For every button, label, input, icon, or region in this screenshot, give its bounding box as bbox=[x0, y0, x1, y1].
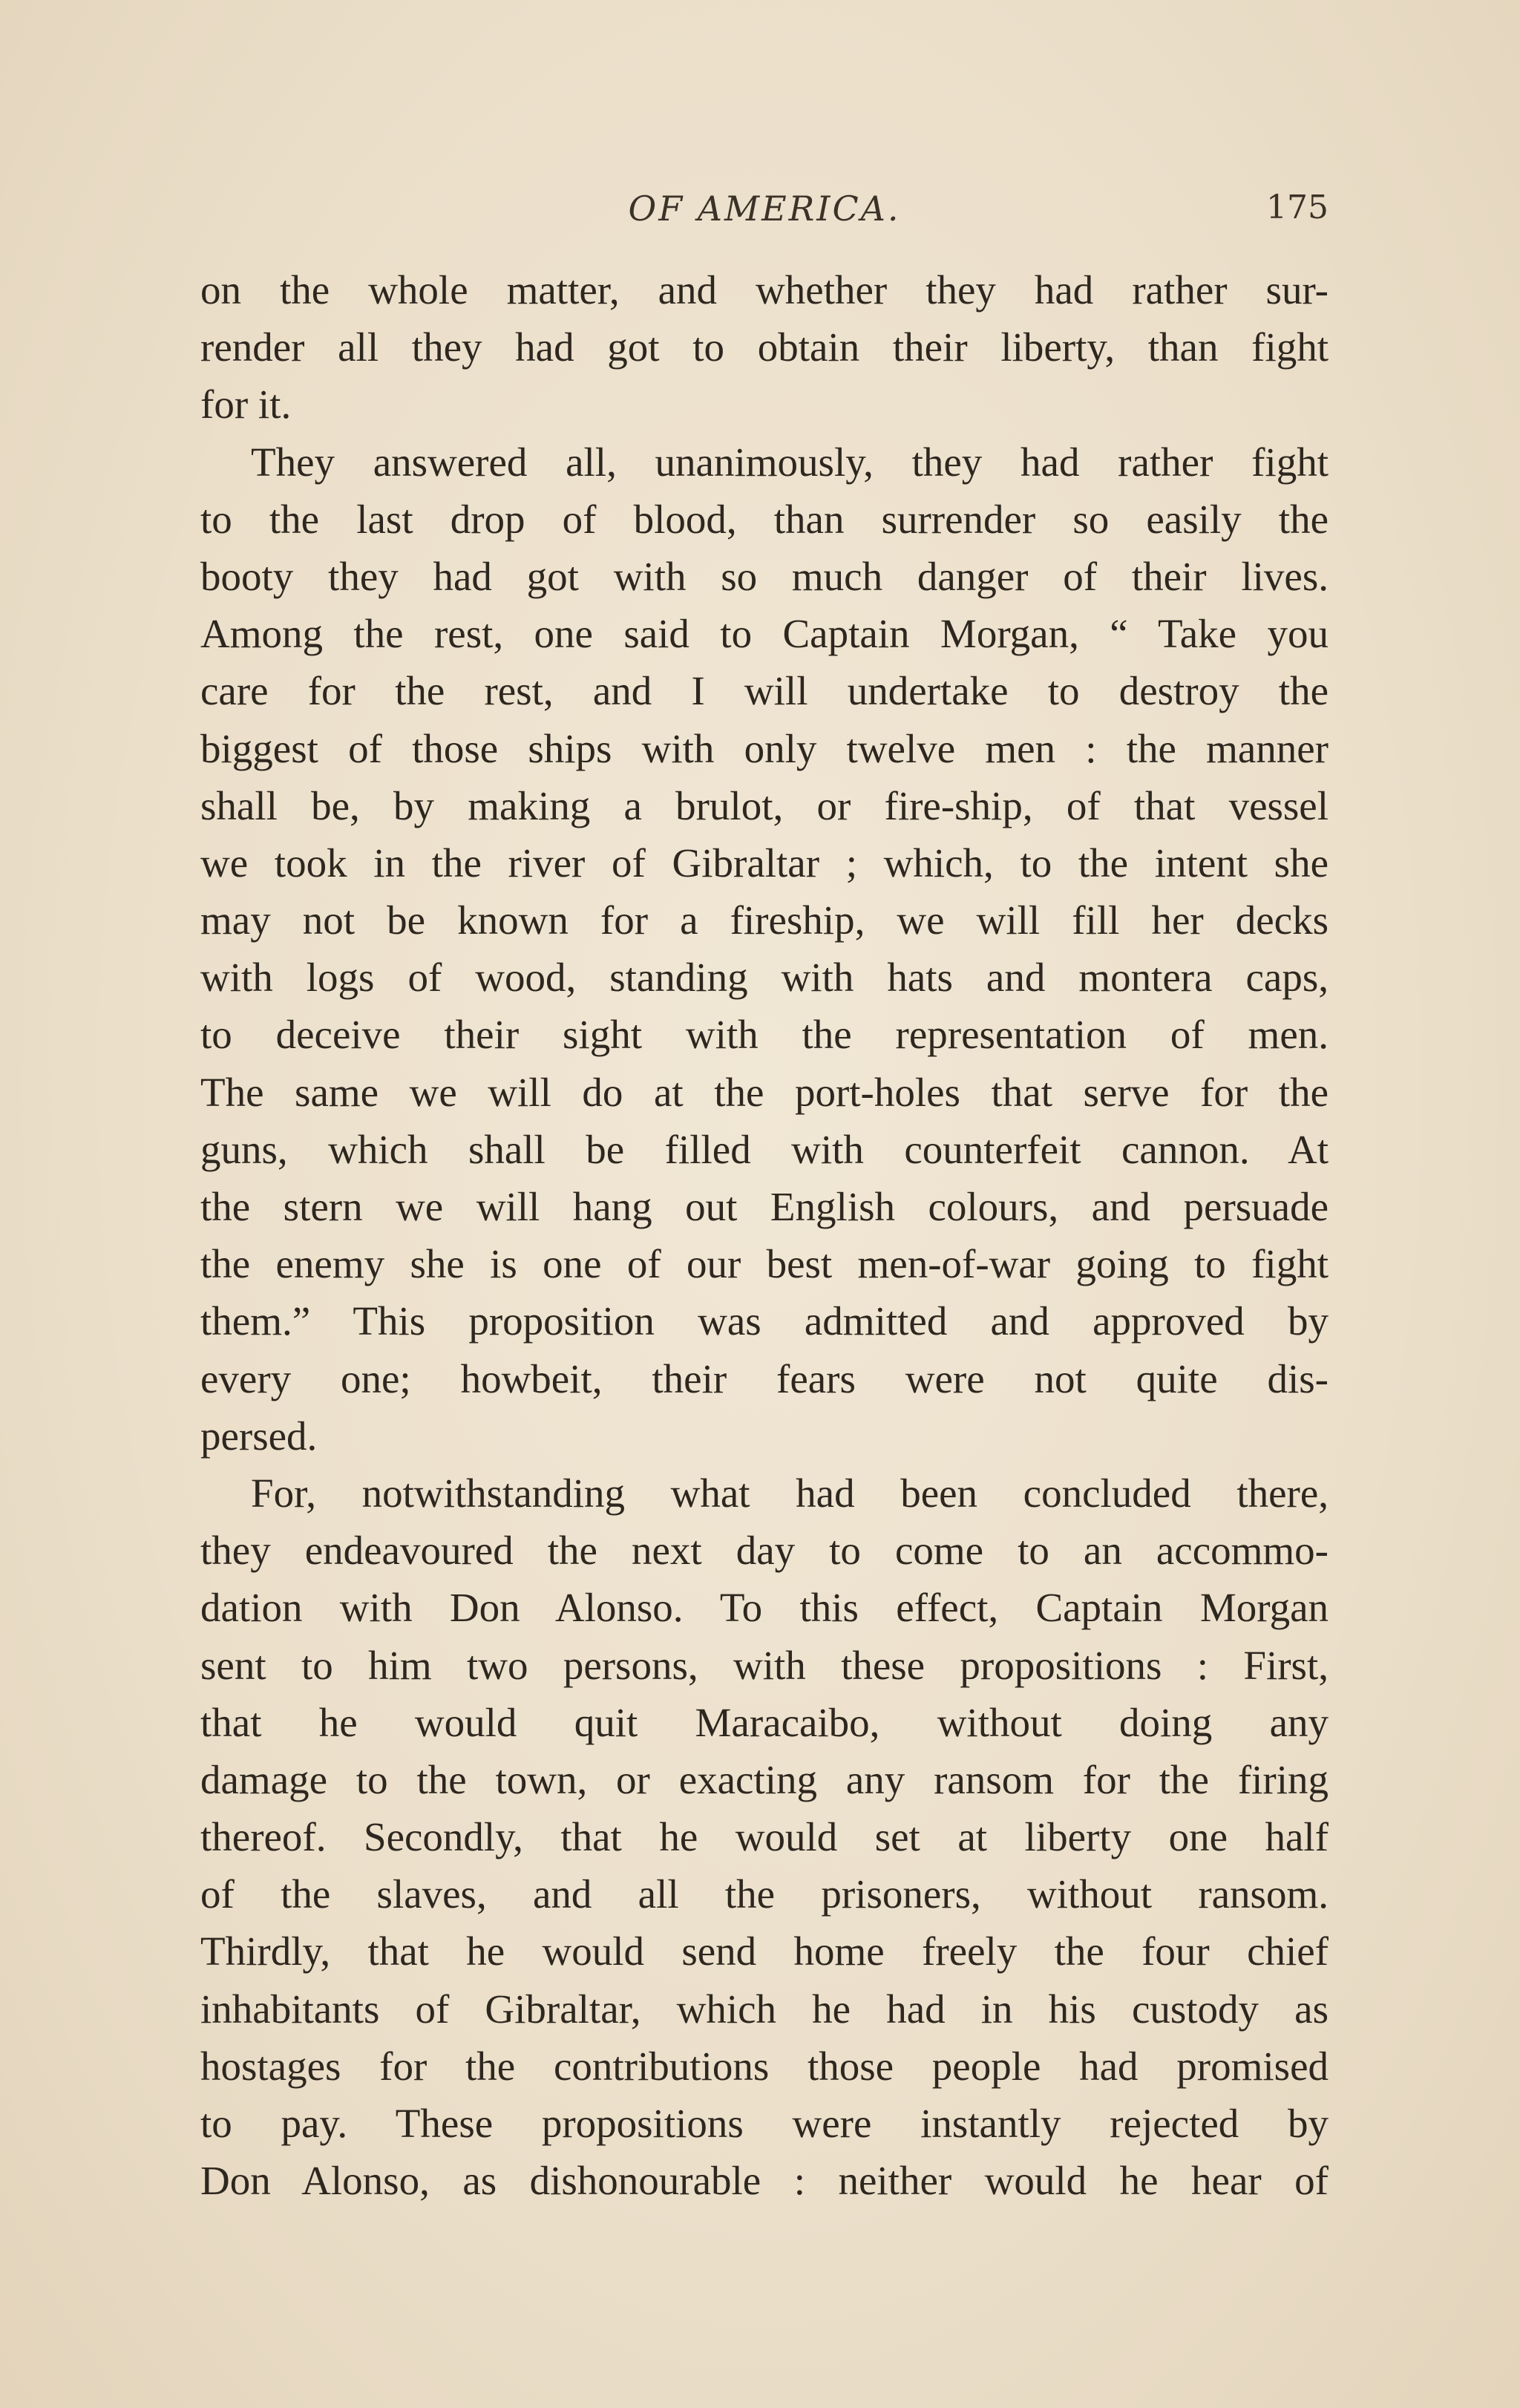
text-line: inhabitants of Gibraltar, which he had in his custody as bbox=[200, 1986, 1329, 2032]
text-line: Thirdly, that he would send home freely the four chief bbox=[200, 1928, 1329, 1975]
text-line: them.” This proposition was admitted and approved by bbox=[200, 1298, 1329, 1344]
text-line: with logs of wood, standing with hats and montera caps, bbox=[200, 955, 1329, 1001]
text-line: For, notwithstanding what had been concluded there, bbox=[251, 1470, 1329, 1516]
running-title: OF AMERICA. bbox=[628, 189, 901, 229]
text-line: render all they had got to obtain their liberty, than fight bbox=[200, 324, 1329, 370]
text-line: persed. bbox=[200, 1413, 318, 1459]
text-line: of the slaves, and all the prisoners, without ransom. bbox=[200, 1871, 1329, 1917]
text-line: biggest of those ships with only twelve men : the manner bbox=[200, 725, 1329, 771]
text-line: that he would quit Maracaibo, without doing any bbox=[200, 1699, 1329, 1745]
text-line: hostages for the contributions those people had promised bbox=[200, 2043, 1329, 2089]
text-line: Among the rest, one said to Captain Morgan, “ Take you bbox=[200, 611, 1329, 657]
text-line: Don Alonso, as dishonourable : neither would he hear of bbox=[200, 2158, 1329, 2204]
text-line: care for the rest, and I will undertake to destroy the bbox=[200, 668, 1329, 714]
text-line: the enemy she is one of our best men-of-war going to fight bbox=[200, 1241, 1329, 1287]
text-line: The same we will do at the port-holes that serve for the bbox=[200, 1069, 1329, 1115]
page-number: 175 bbox=[1266, 189, 1329, 226]
text-line: damage to the town, or exacting any ransom for the firing bbox=[200, 1756, 1329, 1802]
text-line: for it. bbox=[200, 382, 292, 428]
text-line: thereof. Secondly, that he would set at liberty one half bbox=[200, 1814, 1329, 1860]
text-line: the stern we will hang out English colours, and persuade bbox=[200, 1184, 1329, 1229]
body-text bbox=[200, 261, 1329, 2209]
text-line: they endeavoured the next day to come to an accommo- bbox=[200, 1528, 1329, 1574]
page-header bbox=[200, 184, 1329, 243]
text-line: on the whole matter, and whether they had rather sur- bbox=[200, 267, 1329, 313]
text-line: may not be known for a fireship, we will fill her decks bbox=[200, 897, 1329, 943]
text-line: guns, which shall be filled with counterfeit cannon. At bbox=[200, 1126, 1329, 1172]
text-line: sent to him two persons, with these propositions : First, bbox=[200, 1642, 1329, 1688]
text-line: every one; howbeit, their fears were not quite dis- bbox=[200, 1355, 1329, 1401]
text-line: to deceive their sight with the representation of men. bbox=[200, 1012, 1329, 1058]
text-line: we took in the river of Gibraltar ; which, to the intent she bbox=[200, 840, 1329, 886]
text-line: to the last drop of blood, than surrender so easily the bbox=[200, 496, 1329, 542]
text-line: shall be, by making a brulot, or fire-ship, of that vessel bbox=[200, 782, 1329, 828]
text-line: dation with Don Alonso. To this effect, Captain Morgan bbox=[200, 1585, 1329, 1631]
text-line: to pay. These propositions were instantly rejected by bbox=[200, 2101, 1329, 2146]
text-line: They answered all, unanimously, they had rather fight bbox=[251, 439, 1329, 485]
text-line: booty they had got with so much danger of their lives. bbox=[200, 553, 1329, 599]
